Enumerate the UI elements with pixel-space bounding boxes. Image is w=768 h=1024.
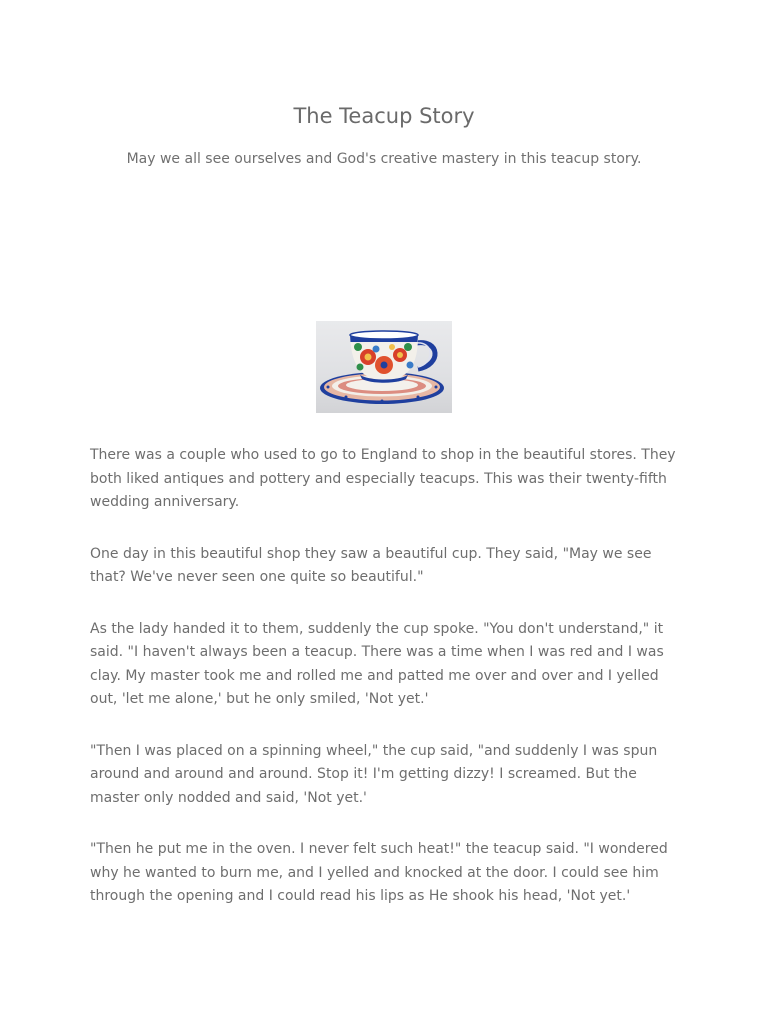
story-paragraph: "Then he put me in the oven. I never felt such heat!" the teacup said. "I wondered why he wanted to burn me, and I yelled and knocked at the door. I could see him through the opening and I could read his lips as He shook his head, 'Not yet.' <box>90 841 668 904</box>
teacup-image <box>316 321 452 413</box>
teacup-illustration <box>316 321 452 413</box>
story-paragraph: There was a couple who used to go to England to shop in the beautiful stores. They both liked antiques and pottery and especially teacups. This was their twenty-fifth wedding anniversary. <box>90 447 676 510</box>
story-body <box>90 444 685 937</box>
page-title: The Teacup Story <box>293 104 475 128</box>
story-paragraph: As the lady handed it to them, suddenly the cup spoke. "You don't understand," it said. "I haven't always been a teacup. There was a time when I was red and I was clay. My master took me and rolled me and patted me over and over and I yelled out, 'let me alone,' but he only smiled, 'Not yet.' <box>90 620 664 707</box>
story-paragraph: "Then I was placed on a spinning wheel," the cup said, "and suddenly I was spun around and around and around. Stop it! I'm getting dizzy! I screamed. But the master only nodded and said, 'Not yet.' <box>90 742 658 806</box>
page-subtitle: May we all see ourselves and God's creative mastery in this teacup story. <box>126 151 642 167</box>
story-paragraph: One day in this beautiful shop they saw a beautiful cup. They said, "May we see that? We've never seen one quite so beautiful." <box>90 545 652 585</box>
